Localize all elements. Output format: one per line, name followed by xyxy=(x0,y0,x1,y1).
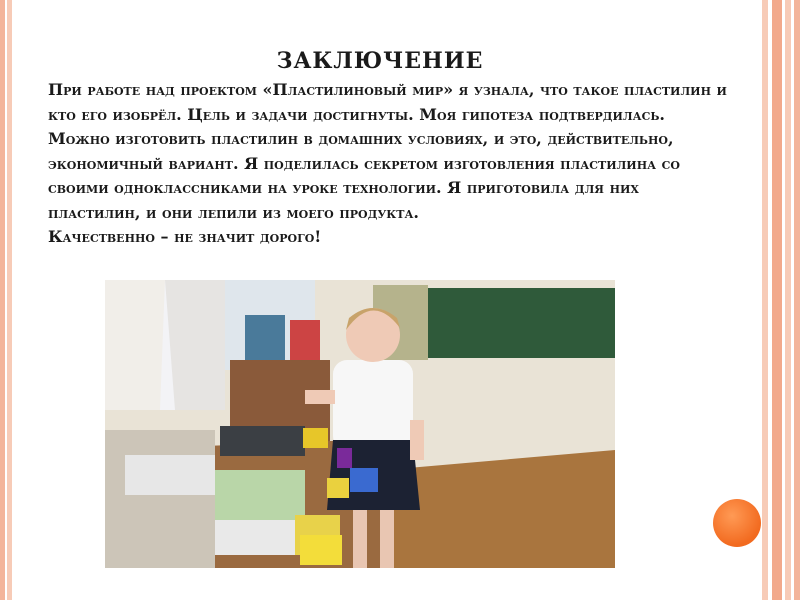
right-decorative-stripes xyxy=(754,0,800,600)
classroom-photo-illustration xyxy=(105,280,615,568)
classroom-photo xyxy=(105,280,615,568)
motto-paragraph: Качественно – не значит дорого! xyxy=(48,227,322,246)
slide-body xyxy=(48,78,728,250)
orange-circle-decoration xyxy=(713,499,761,547)
left-decorative-stripe xyxy=(0,0,12,600)
conclusion-paragraph: При работе над проектом «Пластилиновый мир» я узнала, что такое пластилин и кто его изобрёл. Цель и задачи достигнуты. Моя гипотеза подтвердилась. Можно изготовить пластилин в домашних условиях, и это, действительно, экономичный вариант. Я поделилась секретом изготовления пластилина со своими одноклассниками на уроке технологии. Я приготовила для них пластилин, и они лепили из моего продукта. xyxy=(48,80,727,222)
slide-title: ЗАКЛЮЧЕНИЕ xyxy=(276,48,484,74)
